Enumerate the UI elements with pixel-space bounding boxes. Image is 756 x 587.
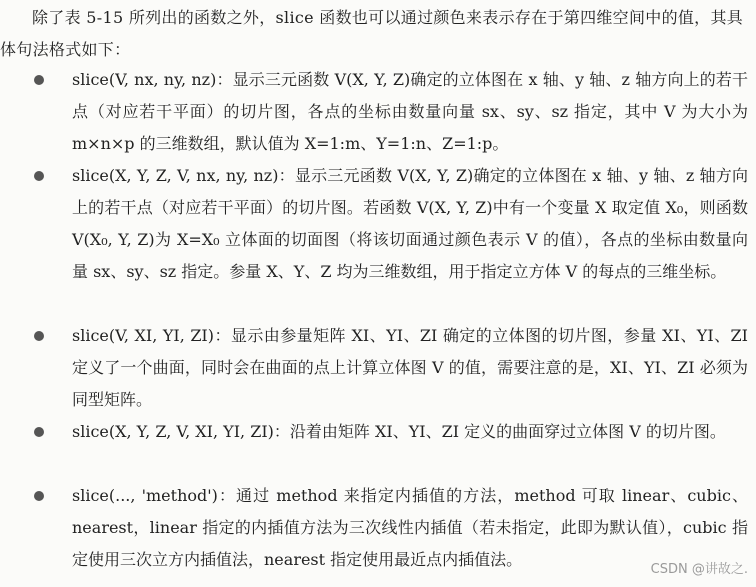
intro-paragraph: 除了表 5-15 所列出的函数之外，slice 函数也可以通过颜色来表示存在于第四维空间中的值，其具体句法格式如下： [0, 8, 744, 59]
list-item [72, 416, 748, 448]
list-item [72, 64, 748, 160]
list-item [72, 480, 748, 576]
bullet-icon [34, 491, 44, 501]
list-item-text: slice(V, XI, YI, ZI)：显示由参量矩阵 XI、YI、ZI 确定的立体图的切片图，参量 XI、YI、ZI 定义了一个曲面，同时会在曲面的点上计算立体图 V 的值，需要注意的是，XI、YI、ZI 必须为同型矩阵。 [72, 326, 748, 409]
list-item [72, 160, 748, 288]
watermark: CSDN @讲故之. [650, 562, 748, 577]
list-item-text: slice(V, nx, ny, nz)：显示三元函数 V(X, Y, Z)确定的立体图在 x 轴、y 轴、z 轴方向上的若干点（对应若干平面）的切片图，各点的坐标由数量向量 sx、sy、sz 指定，其中 V 为大小为 m×n×p 的三维数组，默认值为 X=1:m、Y=1:n、Z=1:p。 [72, 70, 748, 153]
list-item-text: slice(X, Y, Z, V, nx, ny, nz)：显示三元函数 V(X, Y, Z)确定的立体图在 x 轴、y 轴、z 轴方向上的若干点（对应若干平面）的切片图。若函数 V(X, Y, Z)中有一个变量 X 取定值 X₀，则函数 V(X₀, Y, Z)为 X=X₀ 立体面的切面图（将该切面通过颜色表示 V 的值），各点的坐标由数量向量 sx、sy、sz 指定。参量 X、Y、Z 均为三维数组，用于指定立方体 V 的每点的三维坐标。 [72, 166, 748, 281]
bullet-icon [34, 171, 44, 181]
bullet-icon [34, 331, 44, 341]
list-item [72, 320, 748, 416]
list-item-text: slice(X, Y, Z, V, XI, YI, ZI)：沿着由矩阵 XI、YI、ZI 定义的曲面穿过立体图 V 的切片图。 [72, 422, 726, 441]
bullet-icon [34, 75, 44, 85]
list-item-text: slice(..., 'method')：通过 method 来指定内插值的方法，method 可取 linear、cubic、nearest，linear 指定的内插值方法为三次线性内插值（若未指定，此即为默认值），cubic 指定使用三次立方内插值法，nearest 指定使用最近点内插值法。 [72, 486, 748, 569]
bullet-icon [34, 427, 44, 437]
